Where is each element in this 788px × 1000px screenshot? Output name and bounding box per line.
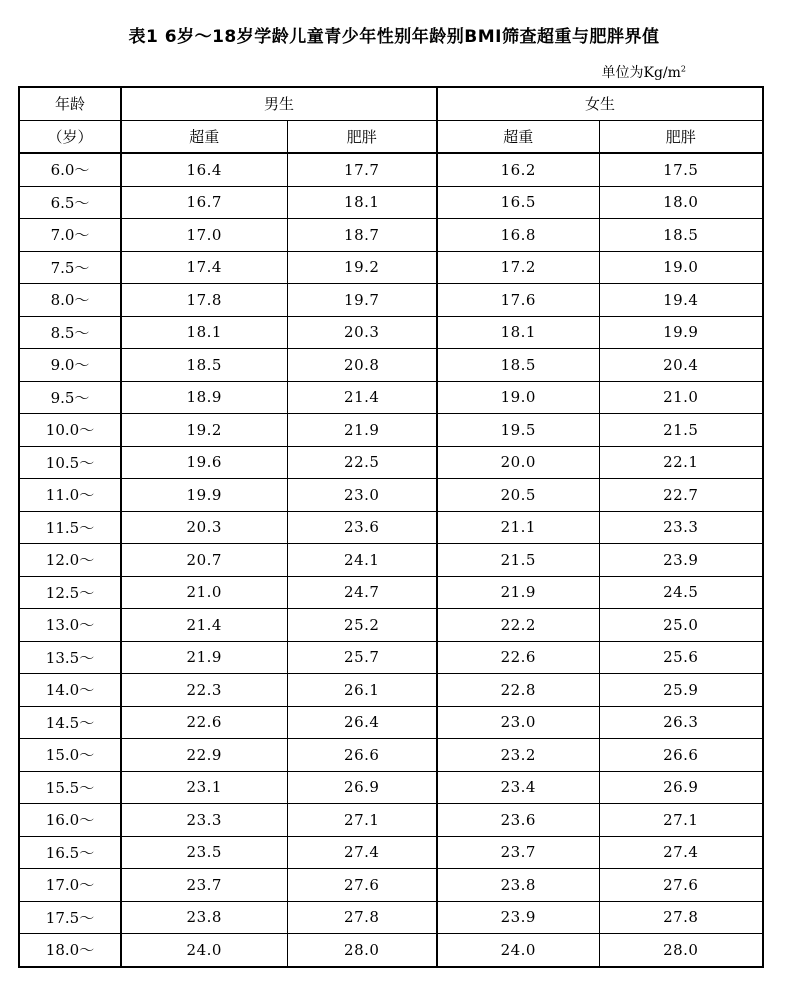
female-obese-cell: 28.0 [599, 934, 763, 967]
age-cell: 8.5～ [19, 316, 121, 349]
table-row [19, 479, 763, 512]
age-cell: 15.5～ [19, 771, 121, 804]
female-overweight-cell: 16.2 [437, 153, 599, 186]
male-overweight-cell: 18.1 [121, 316, 287, 349]
male-obese-cell: 25.2 [287, 609, 437, 642]
age-cell: 6.5～ [19, 186, 121, 219]
female-overweight-cell: 23.8 [437, 869, 599, 902]
table-row [19, 804, 763, 837]
table-row [19, 576, 763, 609]
header-row-columns [19, 120, 763, 153]
male-overweight-cell: 23.1 [121, 771, 287, 804]
table-row [19, 771, 763, 804]
table-row [19, 186, 763, 219]
male-obese-cell: 26.6 [287, 739, 437, 772]
female-overweight-cell: 17.2 [437, 251, 599, 284]
table-row [19, 706, 763, 739]
age-cell: 15.0～ [19, 739, 121, 772]
male-overweight-header: 超重 [121, 120, 287, 153]
female-overweight-cell: 16.5 [437, 186, 599, 219]
age-header-bottom: （岁） [19, 120, 121, 153]
table-row [19, 609, 763, 642]
female-obese-cell: 26.6 [599, 739, 763, 772]
unit-label: 单位为Kg/m [601, 65, 681, 81]
male-obese-cell: 19.7 [287, 284, 437, 317]
age-cell: 13.5～ [19, 641, 121, 674]
male-obese-cell: 28.0 [287, 934, 437, 967]
table-row [19, 284, 763, 317]
male-obese-cell: 26.4 [287, 706, 437, 739]
female-overweight-cell: 22.2 [437, 609, 599, 642]
table-row [19, 901, 763, 934]
female-obese-cell: 25.6 [599, 641, 763, 674]
male-overweight-cell: 18.9 [121, 381, 287, 414]
age-cell: 14.0～ [19, 674, 121, 707]
header-row-groups [19, 87, 763, 120]
table-title: 表1 6岁～18岁学龄儿童青少年性别年龄别BMI筛查超重与肥胖界值 [128, 27, 660, 47]
age-cell: 9.5～ [19, 381, 121, 414]
table-row [19, 511, 763, 544]
female-overweight-cell: 19.5 [437, 414, 599, 447]
female-overweight-cell: 16.8 [437, 219, 599, 252]
table-row [19, 414, 763, 447]
male-overweight-cell: 16.7 [121, 186, 287, 219]
male-overweight-cell: 22.6 [121, 706, 287, 739]
female-obese-cell: 18.5 [599, 219, 763, 252]
male-obese-cell: 25.7 [287, 641, 437, 674]
age-cell: 11.0～ [19, 479, 121, 512]
male-overweight-cell: 17.4 [121, 251, 287, 284]
female-overweight-cell: 20.5 [437, 479, 599, 512]
female-obese-cell: 17.5 [599, 153, 763, 186]
male-obese-cell: 27.6 [287, 869, 437, 902]
male-obese-cell: 23.0 [287, 479, 437, 512]
male-obese-cell: 20.8 [287, 349, 437, 382]
female-obese-cell: 21.0 [599, 381, 763, 414]
table-row [19, 836, 763, 869]
male-obese-cell: 17.7 [287, 153, 437, 186]
female-obese-cell: 22.7 [599, 479, 763, 512]
age-cell: 16.5～ [19, 836, 121, 869]
female-obese-cell: 27.8 [599, 901, 763, 934]
male-obese-cell: 27.4 [287, 836, 437, 869]
age-cell: 10.0～ [19, 414, 121, 447]
female-obese-cell: 18.0 [599, 186, 763, 219]
female-obese-cell: 27.6 [599, 869, 763, 902]
male-overweight-cell: 19.6 [121, 446, 287, 479]
male-overweight-cell: 22.9 [121, 739, 287, 772]
age-cell: 11.5～ [19, 511, 121, 544]
female-overweight-cell: 23.0 [437, 706, 599, 739]
female-obese-cell: 20.4 [599, 349, 763, 382]
female-overweight-cell: 17.6 [437, 284, 599, 317]
male-obese-cell: 18.7 [287, 219, 437, 252]
female-overweight-cell: 23.6 [437, 804, 599, 837]
male-obese-cell: 26.9 [287, 771, 437, 804]
table-row [19, 381, 763, 414]
female-overweight-cell: 24.0 [437, 934, 599, 967]
age-cell: 17.0～ [19, 869, 121, 902]
female-overweight-cell: 18.5 [437, 349, 599, 382]
age-cell: 10.5～ [19, 446, 121, 479]
female-obese-cell: 23.9 [599, 544, 763, 577]
female-overweight-cell: 22.6 [437, 641, 599, 674]
male-overweight-cell: 20.7 [121, 544, 287, 577]
female-obese-header: 肥胖 [599, 120, 763, 153]
age-cell: 6.0～ [19, 153, 121, 186]
male-obese-cell: 24.1 [287, 544, 437, 577]
table-row [19, 674, 763, 707]
female-obese-cell: 26.3 [599, 706, 763, 739]
female-group-header: 女生 [437, 87, 763, 120]
table-row [19, 316, 763, 349]
age-cell: 7.5～ [19, 251, 121, 284]
male-obese-cell: 22.5 [287, 446, 437, 479]
male-obese-cell: 18.1 [287, 186, 437, 219]
female-overweight-cell: 23.4 [437, 771, 599, 804]
male-obese-cell: 23.6 [287, 511, 437, 544]
female-obese-cell: 22.1 [599, 446, 763, 479]
female-obese-cell: 24.5 [599, 576, 763, 609]
male-obese-cell: 20.3 [287, 316, 437, 349]
female-overweight-cell: 23.2 [437, 739, 599, 772]
male-obese-cell: 21.9 [287, 414, 437, 447]
female-obese-cell: 25.0 [599, 609, 763, 642]
female-overweight-cell: 18.1 [437, 316, 599, 349]
age-cell: 7.0～ [19, 219, 121, 252]
male-overweight-cell: 17.8 [121, 284, 287, 317]
female-overweight-header: 超重 [437, 120, 599, 153]
female-obese-cell: 21.5 [599, 414, 763, 447]
age-cell: 9.0～ [19, 349, 121, 382]
male-obese-cell: 24.7 [287, 576, 437, 609]
male-obese-cell: 27.8 [287, 901, 437, 934]
male-overweight-cell: 21.9 [121, 641, 287, 674]
male-overweight-cell: 21.0 [121, 576, 287, 609]
table-row [19, 869, 763, 902]
table-row [19, 641, 763, 674]
male-overweight-cell: 19.2 [121, 414, 287, 447]
male-obese-cell: 19.2 [287, 251, 437, 284]
age-cell: 16.0～ [19, 804, 121, 837]
male-overweight-cell: 17.0 [121, 219, 287, 252]
age-header-top: 年龄 [19, 87, 121, 120]
age-cell: 18.0～ [19, 934, 121, 967]
female-obese-cell: 26.9 [599, 771, 763, 804]
male-obese-cell: 21.4 [287, 381, 437, 414]
male-group-header: 男生 [121, 87, 437, 120]
female-obese-cell: 19.9 [599, 316, 763, 349]
female-obese-cell: 23.3 [599, 511, 763, 544]
female-obese-cell: 19.4 [599, 284, 763, 317]
female-obese-cell: 27.1 [599, 804, 763, 837]
female-overweight-cell: 23.9 [437, 901, 599, 934]
table-row [19, 544, 763, 577]
age-cell: 13.0～ [19, 609, 121, 642]
female-obese-cell: 19.0 [599, 251, 763, 284]
male-overweight-cell: 16.4 [121, 153, 287, 186]
female-obese-cell: 25.9 [599, 674, 763, 707]
table-row [19, 349, 763, 382]
table-row [19, 153, 763, 186]
unit-note [601, 62, 686, 82]
female-overweight-cell: 20.0 [437, 446, 599, 479]
male-overweight-cell: 23.3 [121, 804, 287, 837]
male-obese-header: 肥胖 [287, 120, 437, 153]
age-cell: 12.0～ [19, 544, 121, 577]
table-row [19, 934, 763, 967]
table-row [19, 446, 763, 479]
table-row [19, 251, 763, 284]
male-overweight-cell: 18.5 [121, 349, 287, 382]
age-cell: 8.0～ [19, 284, 121, 317]
female-overweight-cell: 21.5 [437, 544, 599, 577]
male-overweight-cell: 23.8 [121, 901, 287, 934]
bmi-cutoff-table [18, 86, 764, 968]
female-overweight-cell: 21.9 [437, 576, 599, 609]
female-overweight-cell: 21.1 [437, 511, 599, 544]
table-row [19, 219, 763, 252]
male-overweight-cell: 24.0 [121, 934, 287, 967]
table-row [19, 739, 763, 772]
male-obese-cell: 26.1 [287, 674, 437, 707]
male-overweight-cell: 22.3 [121, 674, 287, 707]
table-body [19, 153, 763, 967]
male-overweight-cell: 21.4 [121, 609, 287, 642]
male-obese-cell: 27.1 [287, 804, 437, 837]
age-cell: 17.5～ [19, 901, 121, 934]
female-overweight-cell: 19.0 [437, 381, 599, 414]
female-obese-cell: 27.4 [599, 836, 763, 869]
male-overweight-cell: 23.5 [121, 836, 287, 869]
female-overweight-cell: 22.8 [437, 674, 599, 707]
male-overweight-cell: 20.3 [121, 511, 287, 544]
unit-superscript: 2 [680, 64, 686, 74]
age-cell: 14.5～ [19, 706, 121, 739]
male-overweight-cell: 19.9 [121, 479, 287, 512]
age-cell: 12.5～ [19, 576, 121, 609]
female-overweight-cell: 23.7 [437, 836, 599, 869]
male-overweight-cell: 23.7 [121, 869, 287, 902]
